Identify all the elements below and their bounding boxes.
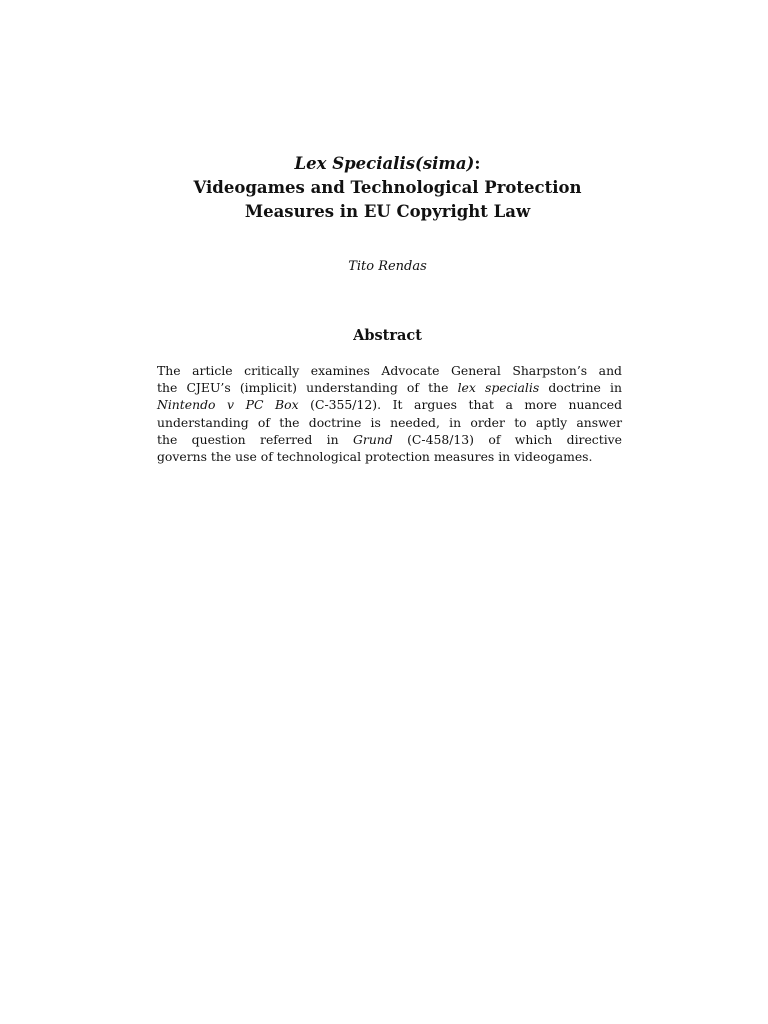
author-name: Tito Rendas: [348, 259, 427, 274]
abstract-italic-term: Grund: [353, 431, 393, 447]
abstract-text: (C-355/12). It argues that a more nuanced: [298, 397, 622, 413]
abstract-line: [157, 448, 622, 465]
title-colon: :: [474, 154, 481, 173]
paper-title: [150, 152, 625, 224]
title-italic-term: Lex Specialis(sima): [294, 154, 475, 173]
abstract-line: [157, 414, 622, 431]
abstract-line: [157, 379, 622, 396]
abstract-italic-term: Nintendo v PC Box: [157, 397, 299, 413]
abstract-text: governs the use of technological protection measures in videogames.: [157, 448, 593, 464]
abstract-text: understanding of the doctrine is needed, in order to aptly answer: [157, 414, 622, 430]
abstract-line: [157, 431, 622, 448]
title-line-3: Measures in EU Copyright Law: [244, 202, 531, 221]
abstract-line: [157, 396, 622, 413]
abstract-line: [157, 362, 622, 379]
abstract-text: The article critically examines Advocate General Sharpston’s and: [157, 363, 622, 378]
abstract-body: [157, 362, 622, 465]
abstract-text: the question referred in: [157, 431, 353, 447]
abstract-text: (C-458/13) of which directive: [392, 431, 623, 447]
abstract-text: doctrine in: [539, 380, 622, 396]
abstract-heading: Abstract: [353, 327, 422, 344]
abstract-italic-term: lex specialis: [457, 380, 540, 396]
title-line-2: Videogames and Technological Protection: [193, 178, 582, 197]
title-line-1: [150, 152, 625, 176]
abstract-text: the CJEU’s (implicit) understanding of the: [157, 380, 458, 396]
